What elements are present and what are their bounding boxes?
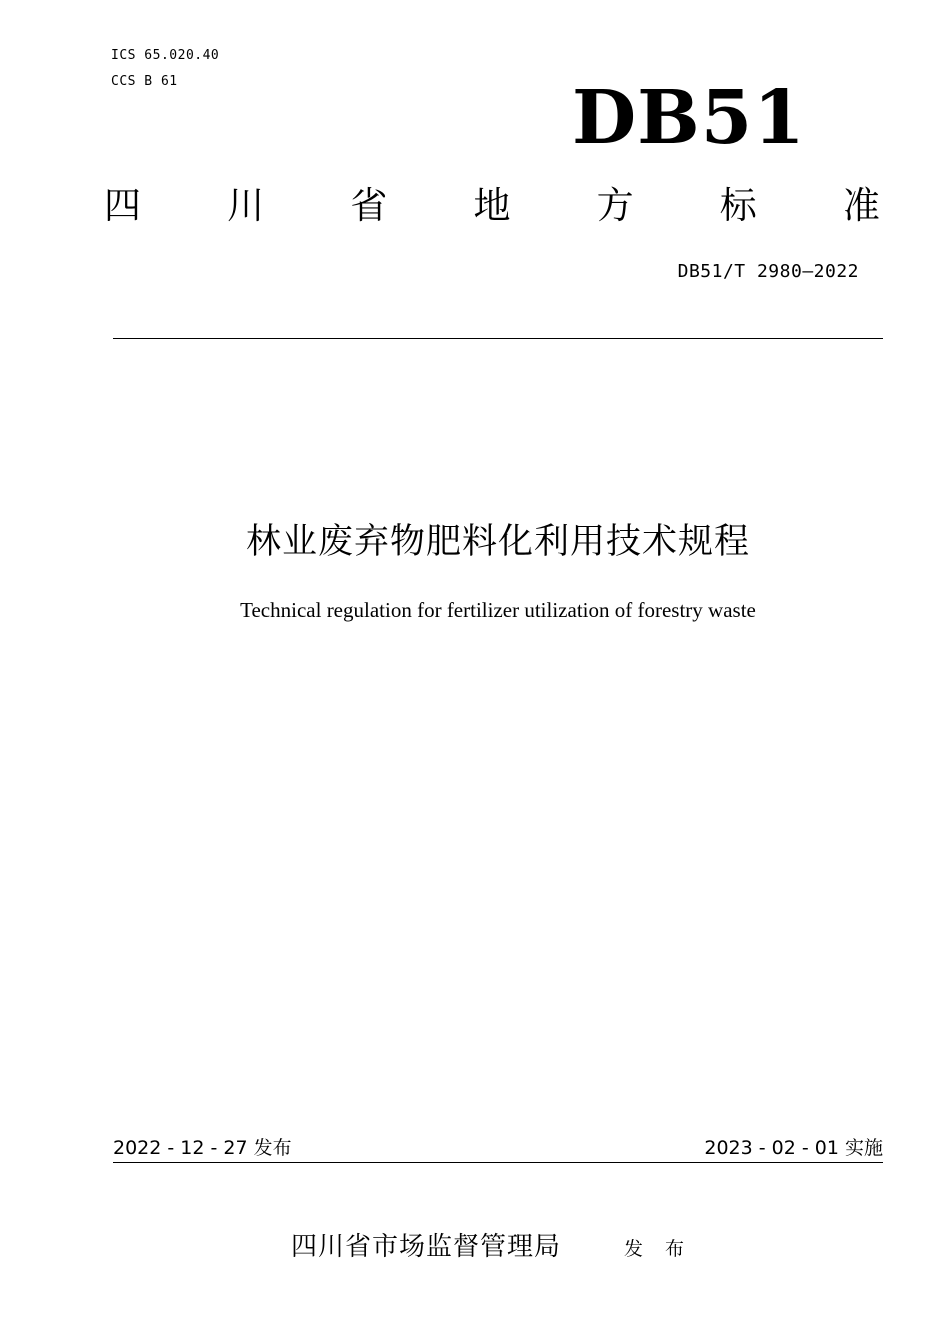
standard-type-char: 川	[227, 184, 265, 227]
issuing-authority: 四川省市场监督管理局	[291, 1232, 562, 1262]
standard-type-char: 地	[473, 184, 511, 227]
standard-type-char: 准	[842, 184, 880, 227]
title-english: Technical regulation for fertilizer utilization of forestry waste	[240, 598, 756, 622]
ccs-code: CCS B 61	[111, 74, 178, 89]
standard-number: DB51/T 2980—2022	[677, 261, 859, 282]
standard-type-char: 方	[596, 184, 634, 227]
top-divider	[113, 338, 883, 339]
issue-date: 2022 - 12 - 27 发布	[113, 1137, 292, 1159]
bottom-divider	[113, 1162, 883, 1163]
issuing-suffix: 发 布	[624, 1238, 693, 1260]
standard-type-char: 四	[104, 184, 141, 227]
implementation-date: 2023 - 02 - 01 实施	[704, 1137, 883, 1159]
standard-type	[104, 182, 880, 230]
standard-type-char: 标	[719, 184, 757, 227]
db-logo: DB51	[572, 75, 806, 161]
title-chinese: 林业废弃物肥料化利用技术规程	[245, 522, 750, 562]
ics-code: ICS 65.020.40	[111, 48, 220, 63]
standard-type-char: 省	[350, 184, 388, 227]
